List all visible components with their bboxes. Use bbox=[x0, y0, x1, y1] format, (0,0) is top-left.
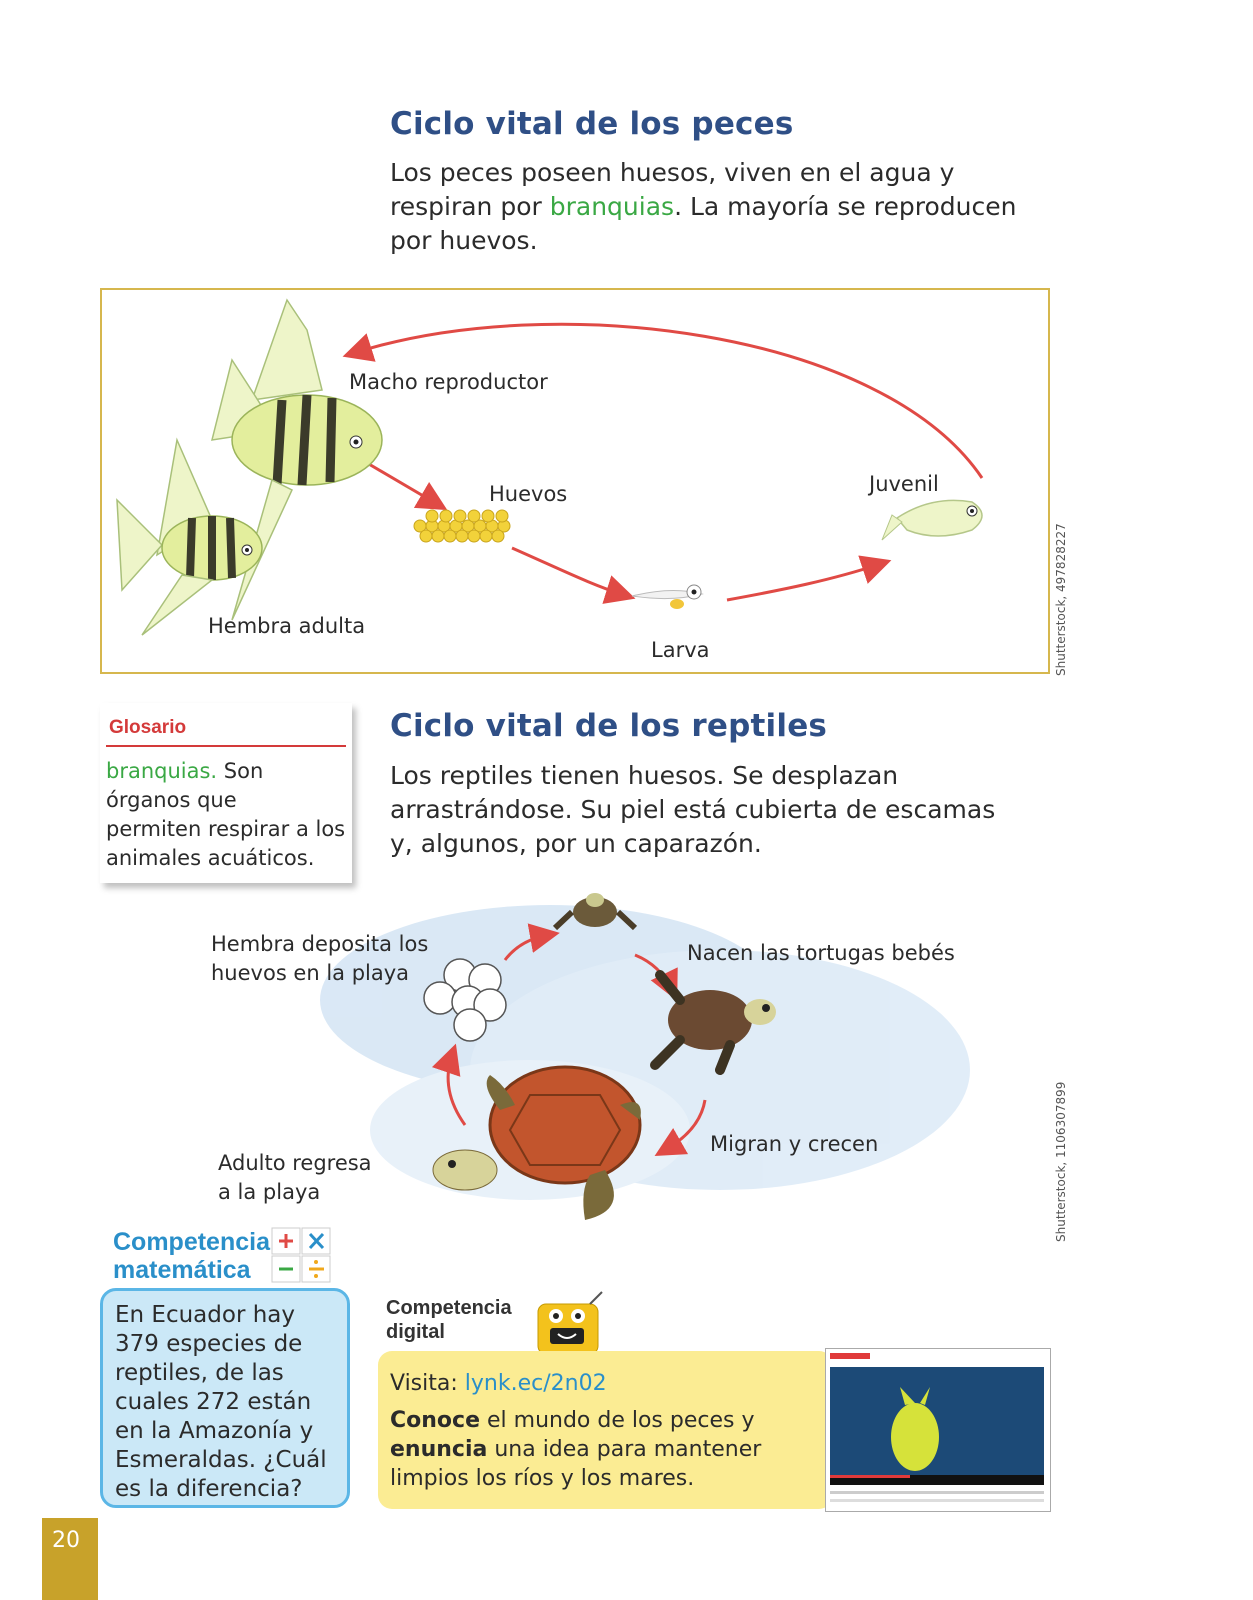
math-line: en la Amazonía y bbox=[115, 1418, 314, 1444]
label-migrate: Migran y crecen bbox=[710, 1132, 879, 1156]
math-problem-text bbox=[115, 1301, 327, 1504]
glossary-line-4: animales acuáticos. bbox=[106, 846, 315, 870]
activity-line-3: limpios los ríos y los mares. bbox=[390, 1466, 695, 1491]
glossary-term: branquias. bbox=[106, 759, 218, 783]
glossary-heading: Glosario bbox=[109, 717, 187, 738]
glossary-line-3: permiten respirar a los bbox=[106, 817, 346, 841]
math-line: 379 especies de bbox=[115, 1331, 303, 1357]
label-larva: Larva bbox=[651, 638, 710, 662]
cycle-arrow bbox=[512, 548, 624, 595]
lynk-link[interactable]: lynk.ec/2n02 bbox=[464, 1371, 607, 1396]
video-meta-bar bbox=[830, 1499, 1044, 1502]
fish-intro-text: respiran por bbox=[390, 192, 550, 221]
math-competence-title bbox=[113, 1228, 270, 1284]
math-operators-icon bbox=[270, 1226, 336, 1286]
math-line: Esmeraldas. ¿Cuál bbox=[115, 1447, 327, 1473]
larva-icon bbox=[632, 585, 702, 609]
female-fish-icon bbox=[117, 440, 262, 635]
reptile-intro-line-3: y, algunos, por un caparazón. bbox=[390, 829, 762, 858]
fish-intro-line-3: por huevos. bbox=[390, 226, 538, 255]
glossary-def: Son bbox=[217, 759, 264, 783]
fish-video-icon bbox=[830, 1367, 1044, 1485]
visit-label: Visita: bbox=[390, 1371, 458, 1396]
label-female: Hembra adulta bbox=[208, 614, 366, 638]
glossary-divider bbox=[106, 745, 346, 747]
image-credit: Shutterstock, 1106307899 bbox=[1054, 1081, 1068, 1242]
digital-activity-box bbox=[378, 1351, 833, 1509]
reptile-intro bbox=[390, 759, 995, 861]
juvenile-fish-icon bbox=[882, 500, 982, 540]
math-title-line-1: Competencia bbox=[113, 1228, 270, 1256]
label-female-turtle bbox=[211, 930, 428, 988]
fish-intro-line-2 bbox=[390, 190, 1016, 224]
label-female-turtle-line-1: Hembra deposita los bbox=[211, 932, 429, 956]
reptile-intro-line-2: arrastrándose. Su piel está cubierta de escamas bbox=[390, 795, 996, 824]
fish-section-title: Ciclo vital de los peces bbox=[390, 106, 794, 142]
math-line: cuales 272 están bbox=[115, 1389, 312, 1415]
cycle-arrow bbox=[362, 460, 437, 504]
video-frame bbox=[830, 1367, 1044, 1485]
reptile-intro-line-1: Los reptiles tienen huesos. Se desplazan bbox=[390, 761, 899, 790]
digital-title-line-1: Competencia bbox=[386, 1297, 512, 1319]
math-title-line-2: matemática bbox=[113, 1256, 251, 1284]
branquias-term: branquias bbox=[549, 192, 675, 221]
label-adult-line-1: Adulto regresa bbox=[218, 1151, 372, 1175]
image-credit: Shutterstock, 497828227 bbox=[1054, 523, 1068, 676]
activity-text: una idea para mantener bbox=[487, 1437, 762, 1462]
visit-line bbox=[390, 1369, 607, 1398]
label-adult-return bbox=[218, 1149, 372, 1207]
glossary-line-2: órganos que bbox=[106, 788, 237, 812]
video-thumbnail[interactable] bbox=[825, 1348, 1051, 1512]
verb-conoce: Conoce bbox=[390, 1408, 480, 1433]
page-number: 20 bbox=[52, 1528, 80, 1553]
youtube-logo-icon bbox=[830, 1353, 870, 1359]
math-line: reptiles, de las bbox=[115, 1360, 284, 1386]
label-adult-line-2: a la playa bbox=[218, 1180, 321, 1204]
fish-intro-text: . La mayoría se reproducen bbox=[674, 192, 1017, 221]
reptile-section-title: Ciclo vital de los reptiles bbox=[390, 708, 828, 744]
fish-intro-line-1: Los peces poseen huesos, viven en el agua y bbox=[390, 158, 955, 187]
eggs-icon bbox=[414, 510, 510, 542]
digital-competence-title bbox=[386, 1296, 512, 1344]
activity-text: el mundo de los peces y bbox=[480, 1408, 755, 1433]
math-problem-box bbox=[100, 1288, 350, 1508]
glossary-definition bbox=[106, 757, 345, 873]
math-line: En Ecuador hay bbox=[115, 1302, 295, 1328]
page-number-tab bbox=[42, 1518, 98, 1600]
activity-line-2 bbox=[390, 1435, 761, 1464]
cycle-arrow bbox=[354, 324, 982, 478]
fish-cycle-diagram bbox=[100, 288, 1050, 674]
activity-line-1 bbox=[390, 1406, 755, 1435]
math-line: es la diferencia? bbox=[115, 1476, 303, 1502]
label-eggs: Huevos bbox=[489, 482, 568, 506]
label-juvenile: Juvenil bbox=[869, 472, 939, 496]
cycle-arrow bbox=[727, 564, 880, 600]
verb-enuncia: enuncia bbox=[390, 1437, 488, 1462]
label-male: Macho reproductor bbox=[349, 370, 548, 394]
label-hatch: Nacen las tortugas bebés bbox=[687, 941, 955, 965]
fish-intro bbox=[390, 156, 1016, 258]
glossary-box bbox=[100, 703, 352, 883]
label-female-turtle-line-2: huevos en la playa bbox=[211, 961, 410, 985]
digital-title-line-2: digital bbox=[386, 1321, 445, 1343]
video-caption-bar bbox=[830, 1491, 1044, 1494]
glossary-line-1 bbox=[106, 757, 345, 786]
